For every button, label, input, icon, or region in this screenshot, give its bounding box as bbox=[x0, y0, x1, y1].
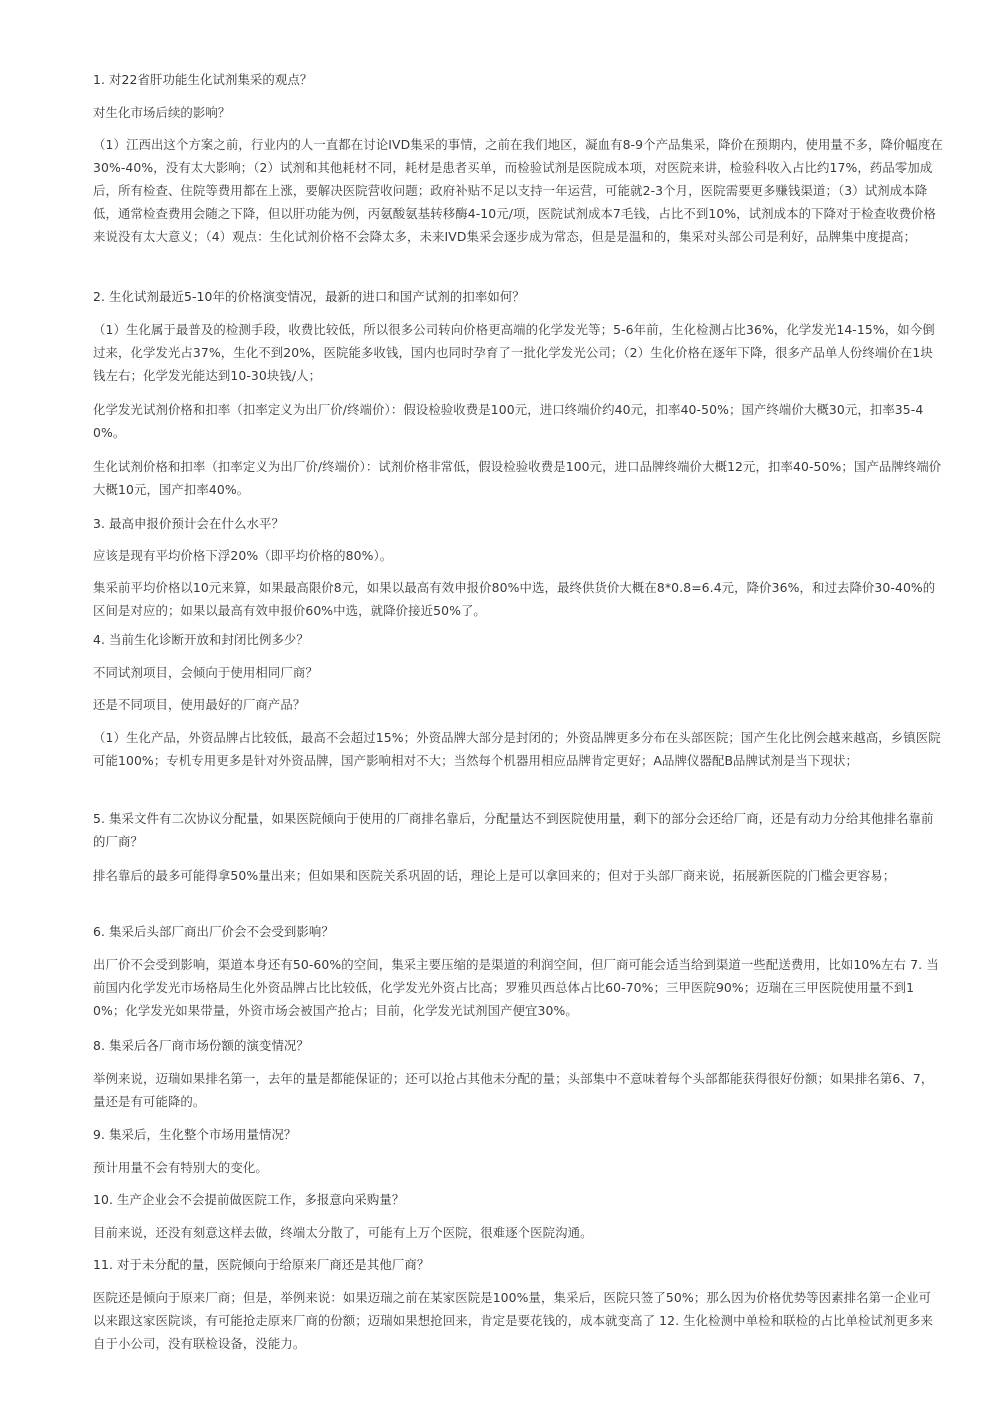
answer-9: 预计用量不会有特别大的变化。 bbox=[93, 1160, 268, 1175]
question-3: 3. 最高申报价预计会在什么水平？ bbox=[93, 516, 284, 531]
answer-10: 目前来说，还没有刻意这样去做，终端太分散了，可能有上万个医院，很难逐个医院沟通。 bbox=[93, 1225, 593, 1240]
answer-3: 应该是现有平均价格下浮20%（即平均价格的80%）。 bbox=[93, 548, 393, 563]
answer-11: 医院还是倾向于原来厂商；但是，举例来说：如果迈瑞之前在某家医院是100%量，集采后，医院只签了50%；那么因为价格优势等因素排名第一企业可以来跟这家医院谈，有可能抢走原来厂商的份额；迈瑞如果想抢回来，肯定是要花钱的，成本就变高了 12. 生化检测中单检和联检的占比单检试剂更多来自于小公司，没有联检设备，没能力。 bbox=[93, 1290, 933, 1351]
answer-6: 出厂价不会受到影响，渠道本身还有50-60%的空间，集采主要压缩的是渠道的利润空间，但厂商可能会适当给到渠道一些配送费用，比如10%左右 7. 当前国内化学发光市场格局生化外资品牌占比比较低，化学发光外资占比高；罗雅贝西总体占比60-70%；三甲医院90%；迈瑞在三甲医院使用量不到10%；化学发光如果带量，外资市场会被国产抢占；目前，化学发光试剂国产便宜30%。 bbox=[93, 957, 939, 1018]
answer-3-detail: 集采前平均价格以10元来算，如果最高限价8元，如果以最高有效申报价80%中选，最终供货价大概在8*0.8=6.4元，降价36%，和过去降价30-40%的区间是对应的；如果以最高有效申报价60%中选，就降价接近50%了。 bbox=[93, 580, 936, 618]
question-9: 9. 集采后，生化整个市场用量情况？ bbox=[93, 1127, 297, 1142]
question-2: 2. 生化试剂最近5-10年的价格演变情况，最新的进口和国产试剂的扣率如何？ bbox=[93, 289, 525, 304]
question-10: 10. 生产企业会不会提前做医院工作，多报意向采购量？ bbox=[93, 1192, 405, 1207]
question-6: 6. 集采后头部厂商出厂价会不会受到影响？ bbox=[93, 924, 334, 939]
question-8: 8. 集采后各厂商市场份额的演变情况？ bbox=[93, 1038, 309, 1053]
answer-4: （1）生化产品，外资品牌占比较低，最高不会超过15%；外资品牌大部分是封闭的；外资品牌更多分布在头部医院；国产生化比例会越来越高，乡镇医院可能100%；专机专用更多是针对外资品牌，国产影响相对不大；当然每个机器用相应品牌肯定更好；A品牌仪器配B品牌试剂是当下现状； bbox=[93, 730, 941, 768]
question-4: 4. 当前生化诊断开放和封闭比例多少？ bbox=[93, 632, 309, 647]
answer-5: 排名靠后的最多可能得拿50%量出来；但如果和医院关系巩固的话，理论上是可以拿回来的；但对于头部厂商来说，拓展新医院的门槛会更容易； bbox=[93, 868, 896, 883]
answer-2-chemilum: 化学发光试剂价格和扣率（扣率定义为出厂价/终端价）：假设检验收费是100元，进口终端价约40元，扣率40-50%；国产终端价大概30元，扣率35-40%。 bbox=[93, 402, 924, 440]
answer-1: （1）江西出这个方案之前，行业内的人一直都在讨论IVD集采的事情，之前在我们地区，凝血有8-9个产品集采，降价在预期内，使用量不多，降价幅度在30%-40%，没有太大影响；（2）试剂和其他耗材不同，耗材是患者买单，而检验试剂是医院成本项，对医院来讲，检验科收入占比约17%，药品零加成后，所有检查、住院等费用都在上涨，要解决医院营收问题；政府补贴不足以支持一年运营，可能就2-3个月，医院需要更多赚钱渠道；（3）试剂成本降低，通常检查费用会随之下降，但以肝功能为例，丙氨酸氨基转移酶4-10元/项，医院试剂成本7毛钱，占比不到10%，试剂成本的下降对于检查收费价格来说没有太大意义；（4）观点：生化试剂价格不会降太多，未来IVD集采会逐步成为常态，但是是温和的，集采对头部公司是利好，品牌集中度提高； bbox=[93, 137, 943, 244]
question-1-sub: 对生化市场后续的影响？ bbox=[93, 105, 231, 120]
question-1: 1. 对22省肝功能生化试剂集采的观点？ bbox=[93, 72, 313, 87]
question-4-sub-b: 还是不同项目，使用最好的厂商产品？ bbox=[93, 697, 306, 712]
answer-8: 举例来说，迈瑞如果排名第一，去年的量是都能保证的；还可以抢占其他未分配的量；头部集中不意味着每个头部都能获得很好份额；如果排名第6、7，量还是有可能降的。 bbox=[93, 1071, 934, 1109]
question-4-sub-a: 不同试剂项目，会倾向于使用相同厂商？ bbox=[93, 665, 318, 680]
question-5: 5. 集采文件有二次协议分配量，如果医院倾向于使用的厂商排名靠后，分配量达不到医院使用量，剩下的部分会还给厂商，还是有动力分给其他排名靠前的厂商？ bbox=[93, 811, 934, 849]
answer-2: （1）生化属于最普及的检测手段，收费比较低，所以很多公司转向价格更高端的化学发光等；5-6年前，生化检测占比36%，化学发光14-15%，如今倒过来，化学发光占37%，生化不到20%，医院能多收钱，国内也同时孕育了一批化学发光公司；（2）生化价格在逐年下降，很多产品单人份终端价在1块钱左右；化学发光能达到10-30块钱/人； bbox=[93, 322, 935, 383]
answer-2-biochem: 生化试剂价格和扣率（扣率定义为出厂价/终端价）：试剂价格非常低，假设检验收费是100元，进口品牌终端价大概12元，扣率40-50%；国产品牌终端价大概10元，国产扣率40%。 bbox=[93, 459, 942, 497]
question-11: 11. 对于未分配的量，医院倾向于给原来厂商还是其他厂商？ bbox=[93, 1257, 430, 1272]
